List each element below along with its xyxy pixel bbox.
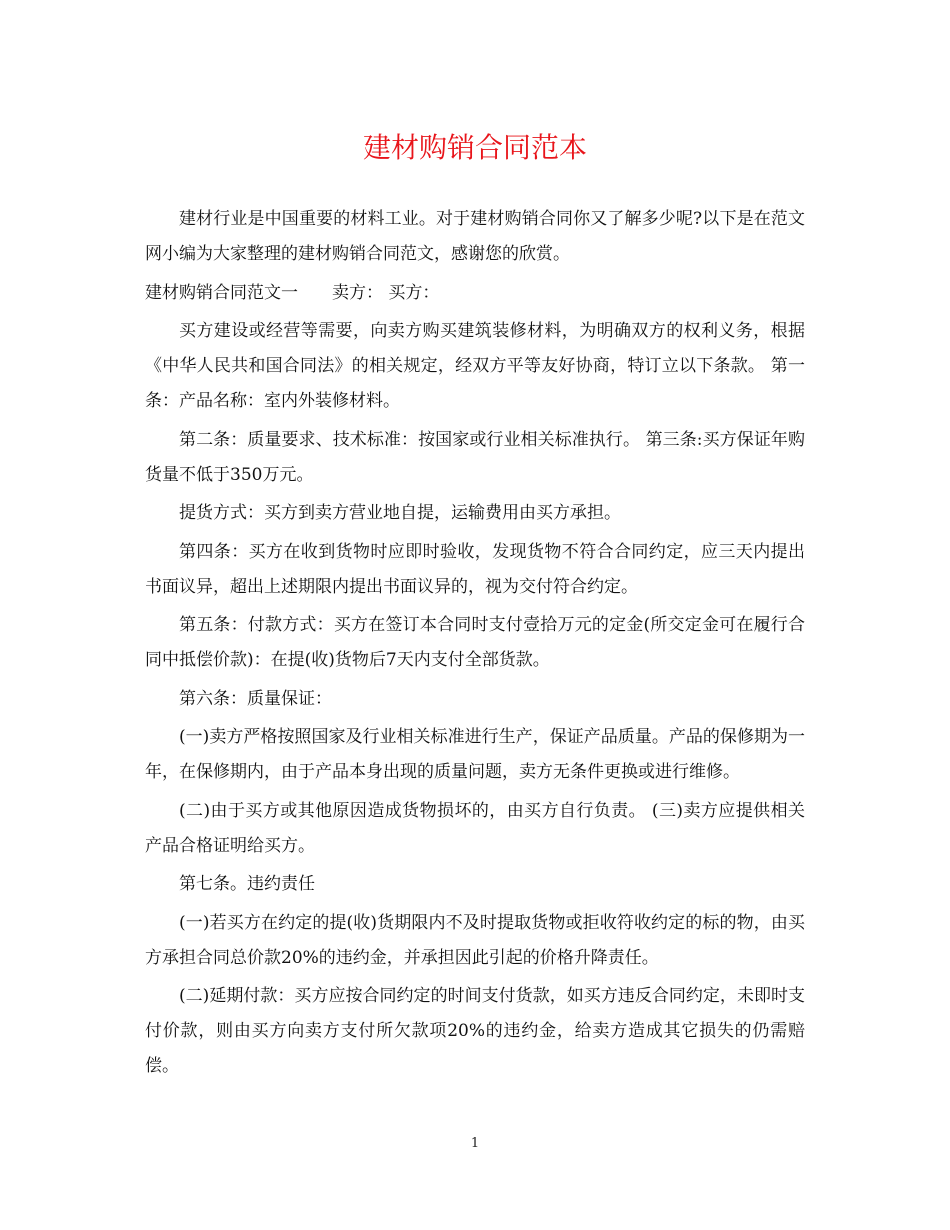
parties-line [145, 276, 805, 311]
clause-paragraph: (二)由于买方或其他原因造成货物损坏的，由买方自行负责。 (三)卖方应提供相关产品合格证明给买方。 [145, 800, 805, 856]
clause-paragraph: 第七条。违约责任 [179, 874, 315, 894]
sample-label: 建材购销合同范文一 [145, 282, 298, 303]
document-title: 建材购销合同范本 [362, 131, 587, 164]
clause-paragraph: 第五条：付款方式：买方在签订本合同时支付壹拾万元的定金(所交定金可在履行合同中抵偿价款)：在提(收)货物后7天内支付全部货款。 [145, 615, 805, 670]
clause-paragraph: (一)若买方在约定的提(收)货期限内不及时提取货物或拒收符收约定的标的物，由买方承担合同总价款20%的违约金，并承担因此引起的价格升降责任。 [145, 912, 805, 968]
document-body [145, 202, 805, 1088]
clause-paragraph: (二)延期付款：买方应按合同约定的时间支付货款，如买方违反合同约定，未即时支付价款，则由买方向卖方支付所欠款项20%的违约金，给卖方造成其它损失的仍需赔偿。 [145, 986, 805, 1076]
clause-paragraph: 提货方式：买方到卖方营业地自提，运输费用由买方承担。 [179, 503, 621, 523]
clause-paragraph: 第四条：买方在收到货物时应即时验收，发现货物不符合合同约定，应三天内提出书面议异，超出上述期限内提出书面议异的，视为交付符合约定。 [145, 541, 805, 597]
page-number: 1 [470, 1136, 480, 1151]
clause-paragraph: 第二条：质量要求、技术标准：按国家或行业相关标准执行。 第三条:买方保证年购货量不低于350万元。 [145, 429, 805, 485]
clause-paragraph: 买方建设或经营等需要，向卖方购买建筑装修材料，为明确双方的权利义务，根据《中华人民共和国合同法》的相关规定，经双方平等友好协商，特订立以下条款。 第一条：产品名称：室内外装修材料。 [145, 321, 805, 411]
intro-paragraph: 建材行业是中国重要的材料工业。对于建材购销合同你又了解多少呢?以下是在范文网小编为大家整理的建材购销合同范文，感谢您的欣赏。 [145, 209, 805, 264]
clause-paragraph: (一)卖方严格按照国家及行业相关标准进行生产，保证产品质量。产品的保修期为一年，在保修期内，由于产品本身出现的质量问题，卖方无条件更换或进行维修。 [145, 727, 805, 782]
clause-paragraph: 第六条：质量保证： [179, 688, 332, 709]
seller-label: 卖方： [332, 282, 383, 303]
buyer-label: 买方： [388, 282, 440, 303]
